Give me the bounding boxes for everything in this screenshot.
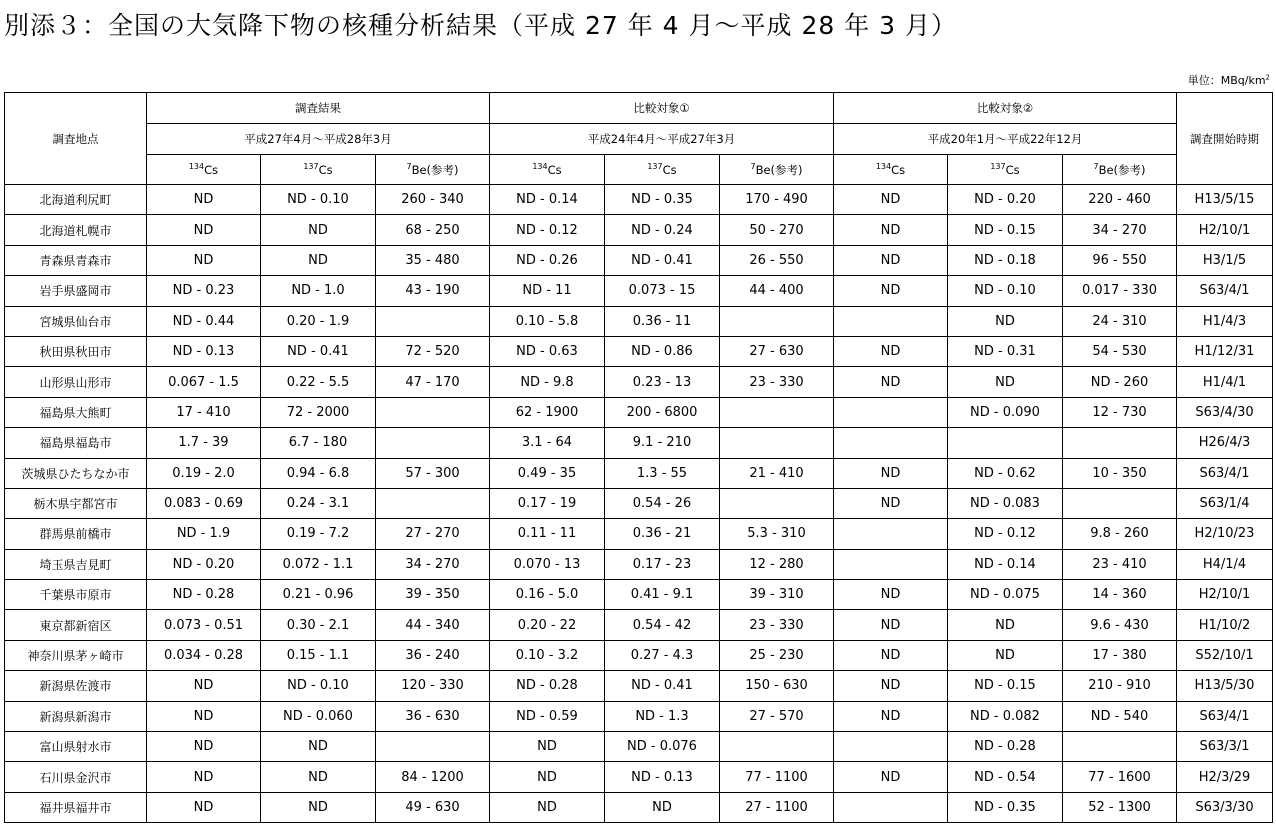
value-cell: 72 - 2000 [261,397,376,427]
start-date-cell: S63/4/1 [1177,701,1273,731]
location-cell: 北海道利尻町 [5,185,147,215]
unit-text: 単位：MBq/km [1187,74,1266,87]
table-row [5,488,1273,518]
value-cell: ND [261,792,376,822]
value-cell: 25 - 230 [720,640,834,670]
value-cell: ND - 0.44 [147,306,261,336]
header-location: 調査地点 [5,93,147,185]
value-cell: 150 - 630 [720,671,834,701]
value-cell: 0.17 - 19 [490,488,605,518]
value-cell: 27 - 630 [720,336,834,366]
value-cell: 0.083 - 0.69 [147,488,261,518]
table-row [5,367,1273,397]
nuclide-mass: 7 [1093,161,1099,171]
value-cell: 23 - 330 [720,610,834,640]
start-date-cell: H2/10/23 [1177,519,1273,549]
location-cell: 新潟県佐渡市 [5,671,147,701]
value-cell: 0.27 - 4.3 [605,640,720,670]
value-cell: ND [834,276,948,306]
value-cell [376,397,490,427]
start-date-cell: H26/4/3 [1177,428,1273,458]
value-cell: 120 - 330 [376,671,490,701]
value-cell: 1.3 - 55 [605,458,720,488]
value-cell: 39 - 350 [376,580,490,610]
value-cell: ND - 0.060 [261,701,376,731]
value-cell [834,306,948,336]
value-cell: 0.36 - 11 [605,306,720,336]
value-cell: 39 - 310 [720,580,834,610]
value-cell: 0.034 - 0.28 [147,640,261,670]
value-cell: 57 - 300 [376,458,490,488]
value-cell: 0.15 - 1.1 [261,640,376,670]
start-date-cell: H2/3/29 [1177,762,1273,792]
value-cell: 52 - 1300 [1063,792,1177,822]
nuclide-mass: 134 [188,162,205,172]
value-cell: ND [261,762,376,792]
value-cell: 14 - 360 [1063,580,1177,610]
value-cell: ND - 0.13 [605,762,720,792]
value-cell: 0.19 - 2.0 [147,458,261,488]
value-cell: ND - 1.3 [605,701,720,731]
start-date-cell: H13/5/15 [1177,185,1273,215]
value-cell: 0.23 - 13 [605,367,720,397]
start-date-cell: H2/10/1 [1177,215,1273,245]
unit-label [1188,72,1270,88]
table-row [5,276,1273,306]
start-date-cell: H1/12/31 [1177,336,1273,366]
location-cell: 山形県山形市 [5,367,147,397]
value-cell [720,397,834,427]
header-group-compare1: 比較対象① [490,93,834,124]
value-cell: 23 - 410 [1063,549,1177,579]
value-cell: ND - 0.12 [490,215,605,245]
value-cell: 0.49 - 35 [490,458,605,488]
value-cell: ND [834,488,948,518]
header-nuclide [720,155,834,185]
start-date-cell: H1/4/1 [1177,367,1273,397]
value-cell: 1.7 - 39 [147,428,261,458]
value-cell: 0.017 - 330 [1063,276,1177,306]
header-group-current: 調査結果 [147,93,490,124]
value-cell: ND [834,215,948,245]
value-cell [948,428,1063,458]
value-cell: ND [147,762,261,792]
value-cell: 0.21 - 0.96 [261,580,376,610]
value-cell: 0.20 - 1.9 [261,306,376,336]
location-cell: 岩手県盛岡市 [5,276,147,306]
value-cell: ND [834,580,948,610]
value-cell [834,428,948,458]
value-cell [834,549,948,579]
table-row [5,458,1273,488]
value-cell [720,488,834,518]
value-cell: 12 - 280 [720,549,834,579]
nuclide-symbol: Be(参考) [1098,162,1146,177]
value-cell [720,428,834,458]
value-cell: ND - 0.13 [147,336,261,366]
value-cell: ND - 0.076 [605,732,720,762]
start-date-cell: S63/3/1 [1177,732,1273,762]
value-cell: 9.8 - 260 [1063,519,1177,549]
value-cell: 17 - 380 [1063,640,1177,670]
value-cell: ND [147,245,261,275]
value-cell: ND [948,367,1063,397]
nuclide-mass: 137 [647,162,663,172]
table-row [5,732,1273,762]
value-cell: 12 - 730 [1063,397,1177,427]
value-cell: 0.19 - 7.2 [261,519,376,549]
value-cell: 72 - 520 [376,336,490,366]
table-row [5,397,1273,427]
value-cell: ND - 0.62 [948,458,1063,488]
value-cell: 0.073 - 0.51 [147,610,261,640]
value-cell: 36 - 630 [376,701,490,731]
value-cell: ND [147,701,261,731]
value-cell [376,488,490,518]
nuclide-symbol: Cs [204,162,219,177]
table-row [5,549,1273,579]
value-cell: ND [834,458,948,488]
nuclide-mass: 134 [875,162,892,172]
value-cell: ND [834,610,948,640]
value-cell: ND [834,245,948,275]
header-nuclide [1063,155,1177,185]
header-nuclide [834,155,948,185]
value-cell: 27 - 1100 [720,792,834,822]
value-cell: 9.1 - 210 [605,428,720,458]
value-cell: 24 - 310 [1063,306,1177,336]
value-cell: ND - 0.10 [261,671,376,701]
value-cell: 0.17 - 23 [605,549,720,579]
value-cell: 23 - 330 [720,367,834,397]
value-cell: ND [834,701,948,731]
value-cell: ND - 0.54 [948,762,1063,792]
value-cell: 0.30 - 2.1 [261,610,376,640]
value-cell: ND - 0.082 [948,701,1063,731]
value-cell [834,792,948,822]
nuclide-symbol: Cs [318,162,333,177]
value-cell [720,306,834,336]
value-cell: ND - 0.28 [147,580,261,610]
value-cell: 0.070 - 13 [490,549,605,579]
start-date-cell: S63/3/30 [1177,792,1273,822]
value-cell: ND - 0.31 [948,336,1063,366]
value-cell: ND - 0.12 [948,519,1063,549]
value-cell: ND [147,732,261,762]
value-cell: 200 - 6800 [605,397,720,427]
nuclide-symbol: Cs [662,162,677,177]
location-cell: 千葉県市原市 [5,580,147,610]
value-cell: 220 - 460 [1063,185,1177,215]
header-nuclide [490,155,605,185]
value-cell: ND [948,306,1063,336]
table-row [5,580,1273,610]
start-date-cell: H2/10/1 [1177,580,1273,610]
value-cell: ND - 0.24 [605,215,720,245]
value-cell: 0.24 - 3.1 [261,488,376,518]
location-cell: 埼玉県吉見町 [5,549,147,579]
value-cell: 77 - 1600 [1063,762,1177,792]
value-cell: 96 - 550 [1063,245,1177,275]
value-cell: ND [834,336,948,366]
value-cell: ND [261,732,376,762]
start-date-cell: S63/1/4 [1177,488,1273,518]
value-cell: ND - 0.26 [490,245,605,275]
value-cell: 43 - 190 [376,276,490,306]
unit-exponent: 2 [1265,73,1270,82]
value-cell: ND - 0.28 [490,671,605,701]
value-cell: ND [834,185,948,215]
value-cell: 0.41 - 9.1 [605,580,720,610]
start-date-cell: H1/10/2 [1177,610,1273,640]
nuclide-symbol: Be(参考) [411,162,459,177]
location-cell: 青森県青森市 [5,245,147,275]
value-cell [376,428,490,458]
value-cell: 17 - 410 [147,397,261,427]
value-cell: 0.16 - 5.0 [490,580,605,610]
location-cell: 群馬県前橋市 [5,519,147,549]
value-cell [720,732,834,762]
value-cell: 84 - 1200 [376,762,490,792]
value-cell: 0.54 - 26 [605,488,720,518]
value-cell: 0.073 - 15 [605,276,720,306]
nuclide-mass: 7 [750,161,756,171]
value-cell: 0.36 - 21 [605,519,720,549]
start-date-cell: S63/4/30 [1177,397,1273,427]
value-cell [376,732,490,762]
value-cell: ND [834,762,948,792]
table-row [5,428,1273,458]
value-cell: 49 - 630 [376,792,490,822]
value-cell: ND - 0.14 [490,185,605,215]
location-cell: 秋田県秋田市 [5,336,147,366]
value-cell: 47 - 170 [376,367,490,397]
start-date-cell: H1/4/3 [1177,306,1273,336]
table-row [5,306,1273,336]
location-cell: 北海道札幌市 [5,215,147,245]
value-cell: 9.6 - 430 [1063,610,1177,640]
value-cell: ND - 0.18 [948,245,1063,275]
value-cell: ND [147,215,261,245]
results-table [4,92,1273,823]
table-row [5,640,1273,670]
table-row [5,336,1273,366]
value-cell: ND - 0.10 [261,185,376,215]
location-cell: 新潟県新潟市 [5,701,147,731]
value-cell: ND [490,792,605,822]
value-cell: 21 - 410 [720,458,834,488]
value-cell [376,306,490,336]
value-cell: 34 - 270 [376,549,490,579]
header-period-current: 平成27年4月～平成28年3月 [147,124,490,155]
value-cell: 10 - 350 [1063,458,1177,488]
value-cell: 210 - 910 [1063,671,1177,701]
value-cell: ND - 0.63 [490,336,605,366]
value-cell: ND [490,732,605,762]
value-cell: ND - 0.59 [490,701,605,731]
value-cell [834,397,948,427]
value-cell: ND - 0.41 [605,245,720,275]
value-cell: ND - 9.8 [490,367,605,397]
location-cell: 石川県金沢市 [5,762,147,792]
value-cell: 6.7 - 180 [261,428,376,458]
location-cell: 宮城県仙台市 [5,306,147,336]
table-row [5,610,1273,640]
value-cell [1063,732,1177,762]
header-nuclide [376,155,490,185]
value-cell: ND - 0.14 [948,549,1063,579]
value-cell: 62 - 1900 [490,397,605,427]
location-cell: 福井県福井市 [5,792,147,822]
table-row [5,519,1273,549]
value-cell: 34 - 270 [1063,215,1177,245]
value-cell: ND [605,792,720,822]
value-cell: ND - 0.20 [948,185,1063,215]
page-title: 別添３：全国の大気降下物の核種分析結果（平成 27 年 4 月～平成 28 年 3 月） [4,11,958,40]
value-cell: ND - 0.15 [948,671,1063,701]
value-cell: 50 - 270 [720,215,834,245]
header-period-compare1: 平成24年4月～平成27年3月 [490,124,834,155]
header-nuclide [147,155,261,185]
value-cell: ND [147,792,261,822]
value-cell: 5.3 - 310 [720,519,834,549]
table-row [5,245,1273,275]
value-cell: 35 - 480 [376,245,490,275]
value-cell: 0.067 - 1.5 [147,367,261,397]
nuclide-mass: 137 [990,162,1006,172]
value-cell: ND [948,640,1063,670]
value-cell: 27 - 570 [720,701,834,731]
value-cell: ND - 260 [1063,367,1177,397]
value-cell: 3.1 - 64 [490,428,605,458]
value-cell: ND - 0.090 [948,397,1063,427]
value-cell: ND [261,215,376,245]
header-group-compare2: 比較対象② [834,93,1177,124]
value-cell: ND [948,610,1063,640]
nuclide-symbol: Be(参考) [755,162,803,177]
start-date-cell: H4/1/4 [1177,549,1273,579]
nuclide-symbol: Cs [1005,162,1020,177]
location-cell: 茨城県ひたちなか市 [5,458,147,488]
value-cell [834,519,948,549]
start-date-cell: S63/4/1 [1177,276,1273,306]
value-cell: ND - 0.23 [147,276,261,306]
value-cell: ND - 0.10 [948,276,1063,306]
nuclide-mass: 137 [303,162,319,172]
value-cell [834,732,948,762]
value-cell: ND [147,185,261,215]
nuclide-symbol: Cs [891,162,906,177]
value-cell: ND - 1.0 [261,276,376,306]
value-cell: ND [261,245,376,275]
value-cell: ND [834,671,948,701]
location-cell: 富山県射水市 [5,732,147,762]
location-cell: 栃木県宇都宮市 [5,488,147,518]
table-row [5,762,1273,792]
location-cell: 福島県大熊町 [5,397,147,427]
nuclide-symbol: Cs [547,162,562,177]
value-cell [1063,428,1177,458]
value-cell: 0.10 - 5.8 [490,306,605,336]
value-cell: ND - 0.41 [605,671,720,701]
table-row [5,215,1273,245]
value-cell: ND [834,640,948,670]
value-cell [1063,488,1177,518]
table-row [5,185,1273,215]
value-cell: ND [147,671,261,701]
value-cell: ND - 0.41 [261,336,376,366]
value-cell: 0.22 - 5.5 [261,367,376,397]
value-cell: ND - 0.075 [948,580,1063,610]
value-cell: 0.072 - 1.1 [261,549,376,579]
value-cell: ND - 11 [490,276,605,306]
value-cell: ND [834,367,948,397]
nuclide-mass: 7 [406,161,412,171]
location-cell: 東京都新宿区 [5,610,147,640]
value-cell: ND - 0.083 [948,488,1063,518]
header-start-date: 調査開始時期 [1177,93,1273,185]
value-cell: 27 - 270 [376,519,490,549]
table-row [5,671,1273,701]
value-cell: ND - 0.35 [948,792,1063,822]
value-cell: 0.54 - 42 [605,610,720,640]
value-cell: 54 - 530 [1063,336,1177,366]
value-cell: 0.94 - 6.8 [261,458,376,488]
value-cell: 260 - 340 [376,185,490,215]
value-cell: 0.10 - 3.2 [490,640,605,670]
value-cell: 44 - 400 [720,276,834,306]
nuclide-mass: 134 [532,162,548,172]
value-cell: ND - 0.86 [605,336,720,366]
value-cell: 68 - 250 [376,215,490,245]
value-cell: ND - 1.9 [147,519,261,549]
start-date-cell: H3/1/5 [1177,245,1273,275]
header-period-compare2: 平成20年1月～平成22年12月 [834,124,1177,155]
value-cell: ND - 0.20 [147,549,261,579]
table-row [5,792,1273,822]
header-nuclide [605,155,720,185]
start-date-cell: H13/5/30 [1177,671,1273,701]
value-cell: 36 - 240 [376,640,490,670]
value-cell: 44 - 340 [376,610,490,640]
start-date-cell: S52/10/1 [1177,640,1273,670]
table-row [5,701,1273,731]
value-cell: 77 - 1100 [720,762,834,792]
value-cell: ND - 0.35 [605,185,720,215]
value-cell: 0.11 - 11 [490,519,605,549]
value-cell: ND - 0.15 [948,215,1063,245]
value-cell: 0.20 - 22 [490,610,605,640]
location-cell: 神奈川県茅ヶ崎市 [5,640,147,670]
location-cell: 福島県福島市 [5,428,147,458]
start-date-cell: S63/4/1 [1177,458,1273,488]
header-nuclide [948,155,1063,185]
value-cell: 26 - 550 [720,245,834,275]
value-cell: ND - 0.28 [948,732,1063,762]
value-cell: 170 - 490 [720,185,834,215]
header-nuclide [261,155,376,185]
value-cell: ND - 540 [1063,701,1177,731]
value-cell: ND [490,762,605,792]
